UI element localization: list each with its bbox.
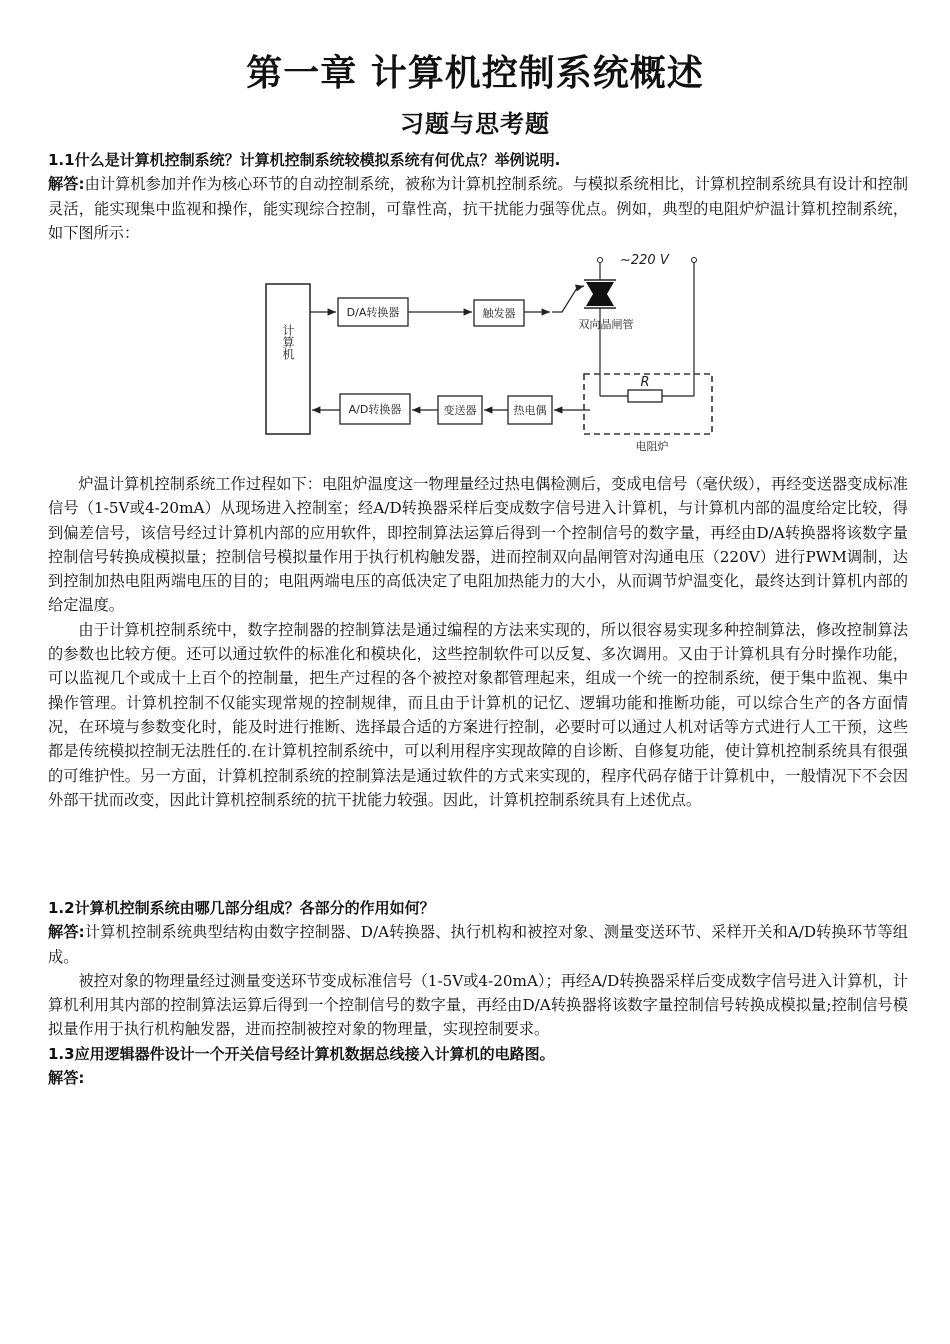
- furnace-label: 电阻炉: [635, 440, 669, 453]
- q2-question: 1.2计算机控制系统由哪几部分组成？各部分的作用如何？: [48, 899, 435, 917]
- computer-label: 计算机: [281, 324, 295, 360]
- resistor-box: [628, 390, 662, 402]
- ad-converter-label: A/D转换器: [348, 403, 402, 416]
- q1-para-process: 炉温计算机控制系统工作过程如下：电阻炉温度这一物理量经过热电偶检测后，变成电信号（毫伏级），再经变送器变成标准信号（1-5V或4-20mA）从现场进入控制室；经A/D转换器采样后变成数字信号进入计算机，与计算机内部的温度给定比较，得到偏差信号，该信号经过计算机内部的应用软件，即控制算法运算后得到一个控制信号的数字量，再经由D/A转换器将该数字量控制信号转换成模拟量；控制信号模拟量作用于执行机构触发器，进而控制双向晶闸管对沟通电压（220V）进行PWM调制，达到控制加热电阻两端电压的目的；电阻两端电压的高低决定了电阻加热能力的大小，从而调节炉温变化，最终达到计算机内部的给定温度。: [48, 475, 908, 615]
- q1-answer-label: 解答:: [48, 175, 85, 194]
- resistor-label: R: [640, 375, 650, 390]
- chapter-title: 第一章 计算机控制系统概述: [246, 53, 704, 94]
- q1-question: 1.1什么是计算机控制系统？计算机控制系统较模拟系统有何优点？举例说明.: [48, 151, 561, 169]
- thermocouple-label: 热电偶: [513, 404, 547, 417]
- q2-answer: [48, 920, 908, 969]
- q1-answer-text: 由计算机参加并作为核心环节的自动控制系统，被称为计算机控制系统。与模拟系统相比，计算机控制系统具有设计和控制灵活，能实现集中监视和操作，能实现综合控制，可靠性高，抗干扰能力强等优点。例如，典型的电阻炉炉温计算机控制系统，如下图所示：: [48, 175, 909, 242]
- voltage-label: ~220 V: [620, 253, 669, 268]
- trigger-label: 触发器: [482, 307, 516, 320]
- q2-block: [48, 896, 908, 1090]
- q2-answer-text: 计算机控制系统典型结构由数字控制器、D/A转换器、执行机构和被控对象、测量变送环节、采样开关和A/D转换环节等组成。: [48, 923, 908, 966]
- q3-answer-label: 解答:: [48, 1069, 85, 1088]
- q1-answer: [48, 172, 908, 245]
- thyristor-label: 双向晶闸管: [578, 318, 634, 331]
- q1-para-advantages: 由于计算机控制系统中，数字控制器的控制算法是通过编程的方法来实现的，所以很容易实现多种控制算法，修改控制算法的参数也比较方便。还可以通过软件的标准化和模块化，这些控制软件可以反复、多次调用。又由于计算机具有分时操作功能，可以监视几个或成十上百个的控制量，把生产过程的各个被控对象都管理起来，组成一个统一的控制系统，便于集中监视、集中操作管理。计算机控制不仅能实现常规的控制规律，而且由于计算机的记忆、逻辑功能和推断功能，可以综合生产的各方面情况，在环境与参数变化时，能及时进行推断、选择最合适的方案进行控制，必要时可以通过人机对话等方式进行人工干预，这些都是传统模拟控制无法胜任的.在计算机控制系统中，可以利用程序实现故障的自诊断、自修复功能，使计算机控制系统具有很强的可维护性。另一方面，计算机控制系统的控制算法是通过软件的方式来实现的，程序代码存储于计算机中，一般情况下不会因外部干扰而改变，因此计算机控制系统的抗干扰能力较强。因此，计算机控制系统具有上述优点。: [48, 620, 908, 809]
- transmitter-label: 变送器: [443, 404, 477, 417]
- q2-para: 被控对象的物理量经过测量变送环节变成标准信号（1-5V或4-20mA）；再经A/D转换器采样后变成数字信号进入计算机，计算机利用其内部的控制算法运算后得到一个控制信号的数字量，再经由D/A转换器将该数字量控制信号转换成模拟量;控制信号模拟量作用于执行机构触发器，进而控制被控对象的物理量，实现控制要求。: [48, 971, 908, 1039]
- thyristor-symbol: [584, 278, 616, 308]
- q1-body: [48, 472, 908, 812]
- q1-block: [48, 148, 908, 245]
- section-subtitle: 习题与思考题: [400, 110, 550, 138]
- da-converter-label: D/A转换器: [346, 306, 400, 319]
- q3-question: 1.3应用逻辑器件设计一个开关信号经计算机数据总线接入计算机的电路图。: [48, 1044, 555, 1063]
- q2-answer-label: 解答:: [48, 923, 85, 942]
- furnace-control-diagram: [262, 248, 722, 456]
